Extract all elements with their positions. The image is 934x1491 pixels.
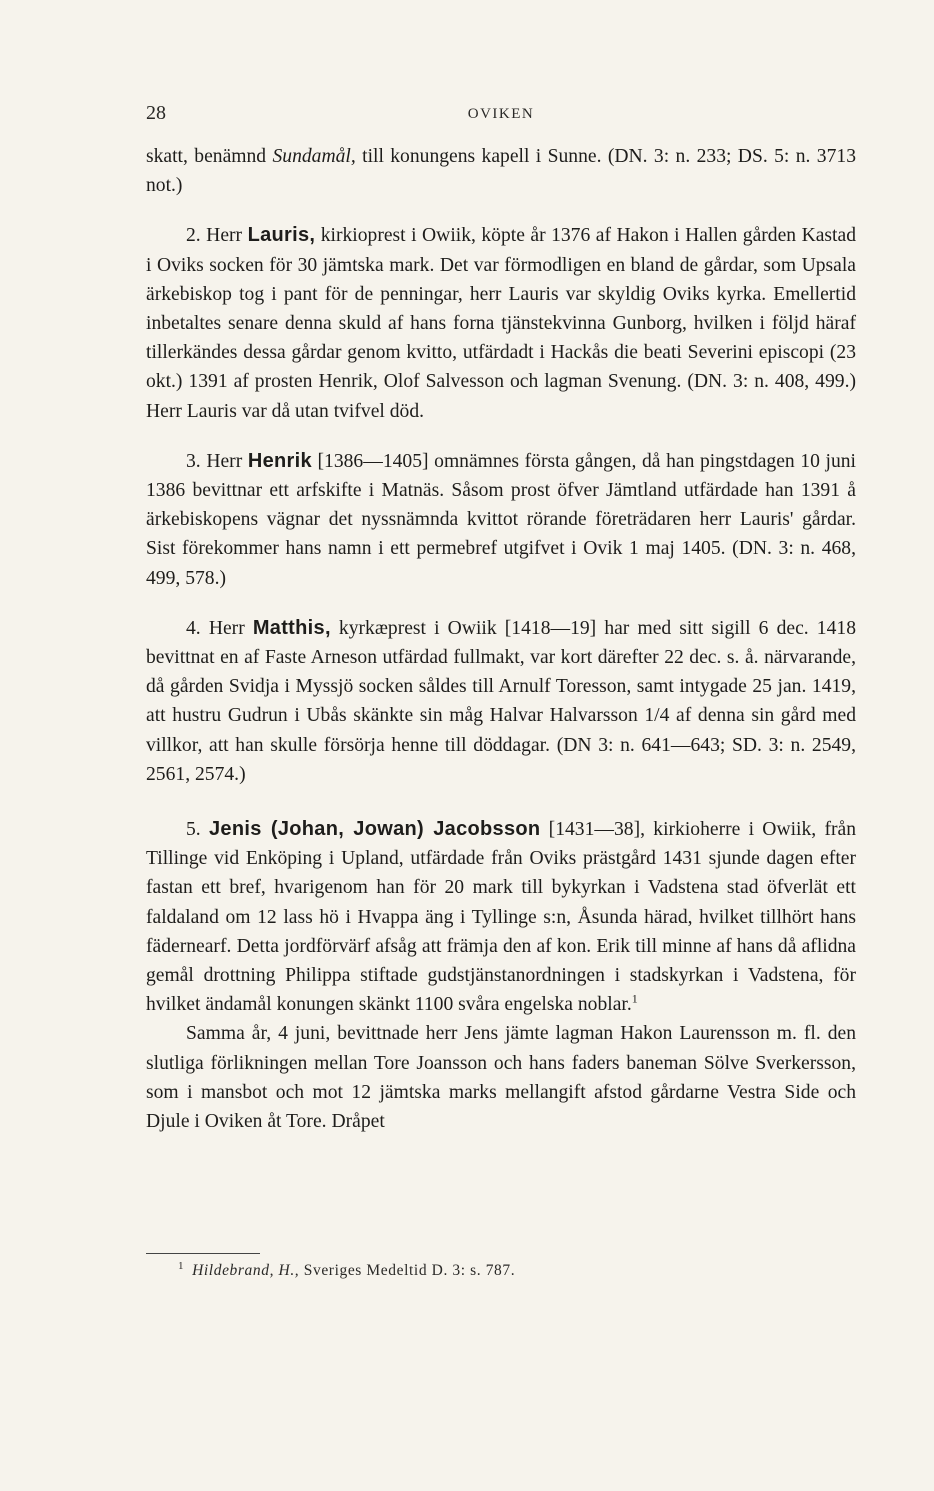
footnote-author: Hildebrand, H.,	[192, 1262, 300, 1279]
entry-number: 4.	[186, 617, 201, 639]
italic-term: Sundamål,	[272, 146, 356, 167]
paragraph-entry-5: 5. Jenis (Johan, Jowan) Jacobsson [1431—38], kirkioherre i Owiik, från Tillinge vid Enköping i Upland, utfärdade från Oviks prästgård 1431 sjunde dagen efter fastan ett bref, hvarigenom han för 20 mark till bykyrkan i Vadstena stad öfverlät ett faldaland om 12 lass hö i Hvappa äng i Tyllinge s:n, Åsunda härad, hvilket tillhört hans fädernearf. Detta jordförvärf afsåg att främja den af kon. Erik till minne af hans då aflidna gemål drottning Philippa stiftade gudstjänstanordningen i stadskyrkan i Vadstena, för hvilket ändamål konungen skänkt 1100 svåra engelska noblar.$^1$	[146, 818, 856, 1016]
paragraph-entry-4: 4. Herr Matthis, kyrkæprest i Owiik [1418—19] har med sitt sigill 6 dec. 1418 bevittnat en af Faste Arneson utfärdad fullmakt, var kort därefter 22 dec. s. å. närvarande, då gården Svidja i Myssjö socken såldes till Arnulf Toresson, samt intygade 25 jan. 1419, att hustru Gudrun i Ubås skänkte sin måg Halvar Halvarsson 1/4 af denna sin gård med villkor, att han skulle försörja henne till döddagar. (DN 3: n. 641—643; SD. 3: n. 2549, 2561, 2574.)	[146, 616, 856, 785]
paragraph-intro: skatt, benämnd Sundamål, till konungens kapell i Sunne. (DN. 3: n. 233; DS. 5: n. 3713 not.)	[146, 146, 856, 197]
footnote-reference: 1	[631, 991, 638, 1006]
footnote-marker: 1	[178, 1259, 185, 1272]
body-text	[146, 142, 856, 1136]
page-header	[146, 102, 856, 132]
entry-number: 2.	[186, 225, 201, 247]
running-head: OVIKEN	[467, 106, 535, 122]
footnote: $^1$ Hildebrand, H., Sveriges Medeltid D. 3: s. 787.	[178, 1259, 516, 1279]
paragraph-entry-3: 3. Herr Henrik [1386—1405] omnämnes första gången, då han pingstdagen 10 juni 1386 bevittnar ett arfskifte i Matnäs. Såsom prost öfver Jämtland utfärdade han 1391 å ärkebiskopens vägnar det nyssnämnda kvittot rörande företrädaren herr Lauris' gårdar. Sist förekommer hans namn i ett permebref utgifvet i Ovik 1 maj 1405. (DN. 3: n. 468, 499, 578.)	[146, 449, 856, 589]
person-name: Lauris,	[247, 224, 316, 247]
person-name: Matthis,	[252, 616, 331, 639]
page-number: 28	[146, 102, 166, 124]
person-name: Jenis (Johan, Jowan) Jacobsson	[208, 818, 541, 841]
paragraph-entry-5-continued: Samma år, 4 juni, bevittnade herr Jens jämte lagman Hakon Laurensson m. fl. den slutliga förlikningen mellan Tore Joansson och hans faders baneman Sölve Sverkersson, som i mansbot och mot 12 jämtska marks mellangift afstod gårdarne Vestra Side och Djule i Oviken åt Tore. Dråpet	[146, 1023, 856, 1133]
entry-number: 5.	[186, 819, 201, 841]
person-name: Henrik	[247, 449, 312, 472]
paragraph-entry-2: 2. Herr Lauris, kirkioprest i Owiik, köpte år 1376 af Hakon i Hallen gården Kastad i Oviks socken för 30 jämtska mark. Det var förmodligen en bland de gårdar, som Upsala ärkebiskop tog i pant för de penningar, herr Lauris var skyldig Oviks kyrka. Emellertid inbetaltes senare denna skuld af hans forna tjänstekvinna Gunborg, hvilken i följd häraf tillerkändes dessa gårdar genom kvitto, utfärdadt i Hackås die beati Severini episcopi (23 okt.) 1391 af prosten Henrik, Olof Salvesson och lagman Svenung. (DN. 3: n. 408, 499.) Herr Lauris var då utan tvifvel död.	[146, 224, 856, 422]
entry-number: 3.	[186, 450, 201, 472]
footnote-divider	[146, 1253, 260, 1254]
